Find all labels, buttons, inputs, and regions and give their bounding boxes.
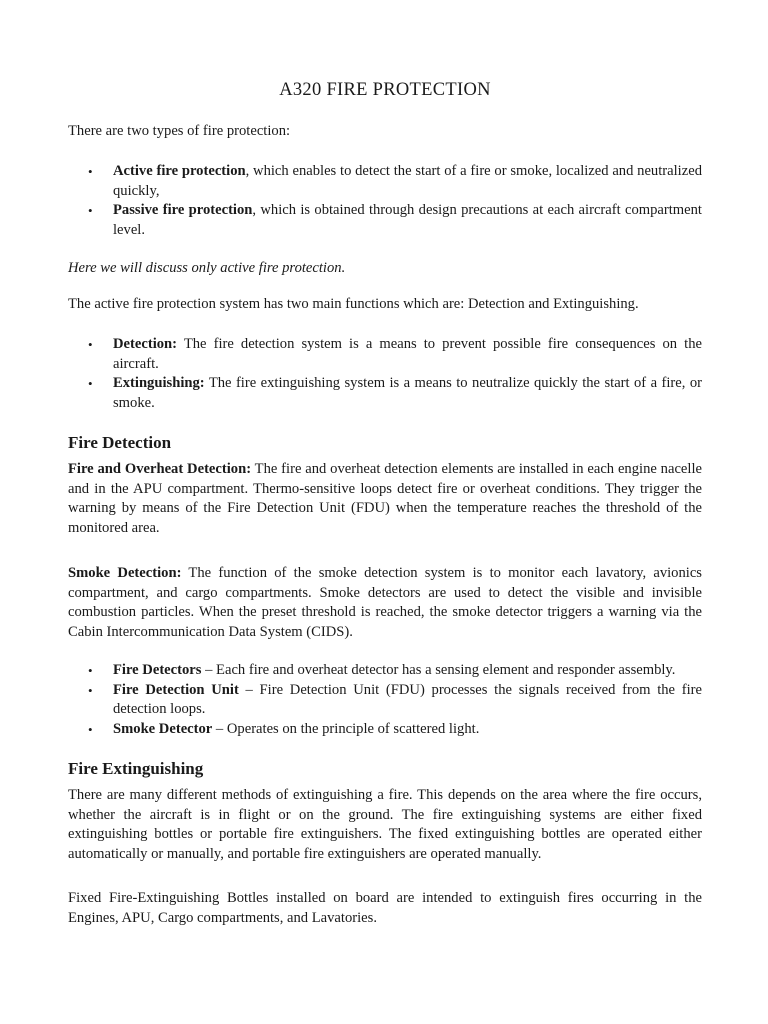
list-item <box>68 661 702 681</box>
fixed-bottles-paragraph: Fixed Fire-Extinguishing Bottles installed on board are intended to extinguish fires occurring in the Engines, APU, Cargo compartments, and Lavatories. <box>68 890 702 926</box>
list-item-term: Detection: <box>113 336 178 352</box>
bullet-icon: • <box>88 663 93 678</box>
list-item-text: The fire extinguishing system is a means to neutralize quickly the start of a fire, or smoke. <box>113 375 702 411</box>
paragraph-text: The function of the smoke detection system is to monitor each lavatory, avionics compartment, and cargo compartments. Smoke detectors are used to detect the visible and invisible combustion particles. When the preset threshold is reached, the smoke detector triggers a warning via the Cabin Intercommunication Data System (CIDS). <box>68 565 702 640</box>
list-item <box>68 335 702 374</box>
paragraph-text: The fire and overheat detection elements are installed in each engine nacelle and in the APU compartment. Thermo-sensitive loops detect fire or overheat conditions. They trigger the warning by means of the Fire Detection Unit (FDU) when the temperature reaches the threshold of the monitored area. <box>68 461 702 536</box>
list-item-text: The fire detection system is a means to prevent possible fire consequences on the aircraft. <box>113 336 702 372</box>
bullet-icon: • <box>88 721 93 737</box>
list-item <box>68 201 702 240</box>
smoke-detection-paragraph <box>68 564 702 642</box>
list-item-term: Fire Detectors <box>113 662 202 678</box>
bullet-icon: • <box>88 682 93 698</box>
extinguishing-methods-paragraph: There are many different methods of extinguishing a fire. This depends on the area where the fire occurs, whether the aircraft is in flight or on the ground. The fire extinguishing systems are either fixed extinguishing bottles or portable fire extinguishers. The fixed extinguishing bottles are operated either automatically or manually, and portable fire extinguishers are operated manually. <box>68 787 702 862</box>
list-item <box>68 374 702 413</box>
section-heading-fire-extinguishing: Fire Extinguishing <box>68 759 204 778</box>
list-item-term: Extinguishing: <box>113 375 205 392</box>
list-item <box>68 681 702 720</box>
scope-note: Here we will discuss only active fire protection. <box>68 260 346 276</box>
protection-types-list <box>68 162 702 240</box>
paragraph-term: Smoke Detection: <box>68 565 182 581</box>
functions-list <box>68 335 702 413</box>
bullet-icon: • <box>88 203 93 219</box>
list-item <box>68 720 702 740</box>
functions-intro-paragraph: The active fire protection system has two main functions which are: Detection and Extinguishing. <box>68 296 639 312</box>
list-item-text: – Operates on the principle of scattered light. <box>212 720 480 737</box>
page-title: A320 FIRE PROTECTION <box>279 80 491 100</box>
list-item-term: Smoke Detector <box>113 720 213 737</box>
list-item-term: Passive fire protection <box>113 202 253 219</box>
bullet-icon: • <box>88 164 93 179</box>
list-item-text: – Each fire and overheat detector has a sensing element and responder assembly. <box>201 662 676 678</box>
list-item-text: , which is obtained through design precautions at each aircraft compartment level. <box>113 202 702 238</box>
list-item <box>68 162 702 201</box>
paragraph-term: Fire and Overheat Detection: <box>68 461 252 477</box>
section-heading-fire-detection: Fire Detection <box>68 433 172 452</box>
bullet-icon: • <box>88 376 93 392</box>
intro-paragraph: There are two types of fire protection: <box>68 123 291 139</box>
list-item-text: , which enables to detect the start of a fire or smoke, localized and neutralized quickly, <box>113 163 702 199</box>
list-item-term: Fire Detection Unit <box>113 681 239 698</box>
list-item-term: Active fire protection <box>113 163 246 179</box>
overheat-detection-paragraph <box>68 460 702 538</box>
bullet-icon: • <box>88 337 93 352</box>
detection-components-list <box>68 661 702 739</box>
list-item-text: – Fire Detection Unit (FDU) processes the signals received from the fire detection loops. <box>113 681 702 718</box>
